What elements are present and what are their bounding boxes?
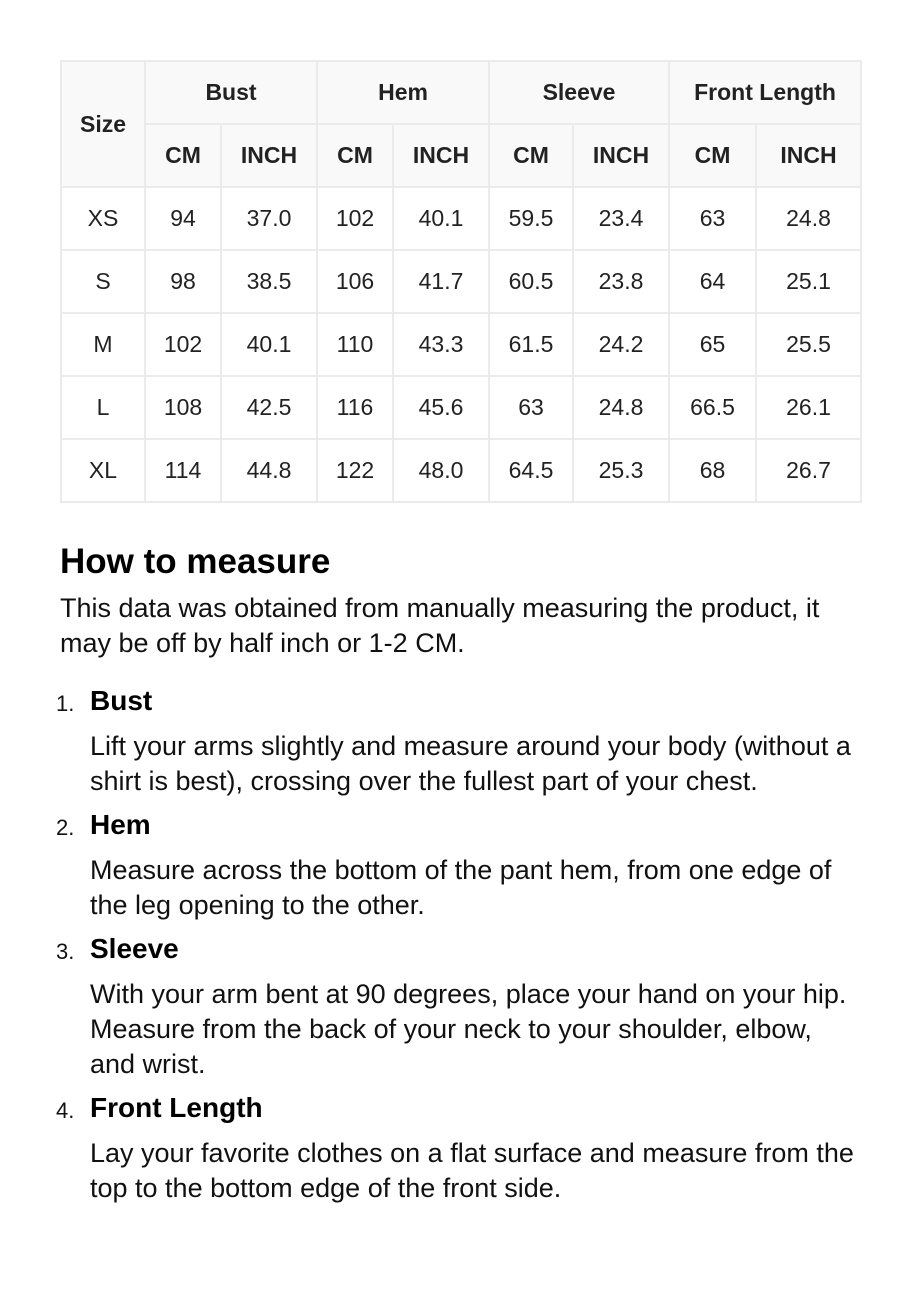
table-cell: 98 xyxy=(145,250,221,313)
table-cell: 38.5 xyxy=(221,250,317,313)
table-cell: 66.5 xyxy=(669,376,756,439)
list-item xyxy=(56,809,860,923)
unit-header: CM xyxy=(669,124,756,187)
table-cell: 102 xyxy=(145,313,221,376)
table-cell: 108 xyxy=(145,376,221,439)
table-cell: 26.1 xyxy=(756,376,861,439)
table-cell: 64.5 xyxy=(489,439,573,502)
table-row xyxy=(61,376,861,439)
table-cell: 24.2 xyxy=(573,313,669,376)
table-cell: 26.7 xyxy=(756,439,861,502)
table-cell: 68 xyxy=(669,439,756,502)
unit-header: CM xyxy=(489,124,573,187)
table-cell: 110 xyxy=(317,313,393,376)
table-row xyxy=(61,313,861,376)
size-cell: XL xyxy=(61,439,145,502)
step-title: Front Length xyxy=(90,1092,263,1123)
table-cell: 23.8 xyxy=(573,250,669,313)
table-cell: 25.5 xyxy=(756,313,861,376)
table-cell: 23.4 xyxy=(573,187,669,250)
size-cell: M xyxy=(61,313,145,376)
table-row xyxy=(61,187,861,250)
group-header-sleeve: Sleeve xyxy=(489,61,669,124)
table-cell: 25.1 xyxy=(756,250,861,313)
intro-text: This data was obtained from manually measuring the product, it may be off by half inch or 1-2 CM. xyxy=(60,593,820,658)
group-header-bust: Bust xyxy=(145,61,317,124)
table-cell: 43.3 xyxy=(393,313,489,376)
step-description: Lay your favorite clothes on a flat surface and measure from the top to the bottom edge of the front side. xyxy=(90,1138,854,1203)
table-cell: 122 xyxy=(317,439,393,502)
unit-header: CM xyxy=(145,124,221,187)
table-cell: 48.0 xyxy=(393,439,489,502)
table-cell: 42.5 xyxy=(221,376,317,439)
table-row xyxy=(61,439,861,502)
table-cell: 24.8 xyxy=(573,376,669,439)
table-cell: 37.0 xyxy=(221,187,317,250)
step-number: 4. xyxy=(56,1098,75,1123)
table-header-row-units xyxy=(61,124,861,187)
table-cell: 44.8 xyxy=(221,439,317,502)
measure-steps-list xyxy=(56,685,860,1206)
step-description: Lift your arms slightly and measure around your body (without a shirt is best), crossing over the fullest part of your chest. xyxy=(90,731,851,796)
group-header-hem: Hem xyxy=(317,61,489,124)
table-cell: 116 xyxy=(317,376,393,439)
table-cell: 25.3 xyxy=(573,439,669,502)
table-cell: 59.5 xyxy=(489,187,573,250)
step-title: Hem xyxy=(90,809,151,840)
table-cell: 63 xyxy=(489,376,573,439)
table-cell: 60.5 xyxy=(489,250,573,313)
table-cell: 114 xyxy=(145,439,221,502)
size-cell: S xyxy=(61,250,145,313)
list-item xyxy=(56,933,860,1082)
section-title: How to measure xyxy=(60,542,331,581)
unit-header: CM xyxy=(317,124,393,187)
table-cell: 106 xyxy=(317,250,393,313)
list-item xyxy=(56,1092,860,1206)
step-title: Bust xyxy=(90,685,153,716)
step-number: 3. xyxy=(56,939,75,964)
table-cell: 65 xyxy=(669,313,756,376)
table-cell: 102 xyxy=(317,187,393,250)
step-number: 2. xyxy=(56,815,75,840)
step-description: With your arm bent at 90 degrees, place your hand on your hip. Measure from the back of your neck to your shoulder, elbow, and wrist. xyxy=(90,979,847,1079)
unit-header: INCH xyxy=(221,124,317,187)
size-chart-table xyxy=(60,60,862,503)
table-row xyxy=(61,250,861,313)
table-cell: 61.5 xyxy=(489,313,573,376)
size-cell: XS xyxy=(61,187,145,250)
table-cell: 94 xyxy=(145,187,221,250)
size-guide xyxy=(56,60,860,1216)
table-cell: 45.6 xyxy=(393,376,489,439)
table-cell: 64 xyxy=(669,250,756,313)
unit-header: INCH xyxy=(573,124,669,187)
table-cell: 63 xyxy=(669,187,756,250)
table-cell: 40.1 xyxy=(221,313,317,376)
step-title: Sleeve xyxy=(90,933,179,964)
table-cell: 41.7 xyxy=(393,250,489,313)
step-number: 1. xyxy=(56,691,75,716)
size-header: Size xyxy=(61,61,145,187)
table-header-row-groups xyxy=(61,61,861,124)
unit-header: INCH xyxy=(756,124,861,187)
table-cell: 24.8 xyxy=(756,187,861,250)
table-cell: 40.1 xyxy=(393,187,489,250)
step-description: Measure across the bottom of the pant hem, from one edge of the leg opening to the other. xyxy=(90,855,832,920)
size-cell: L xyxy=(61,376,145,439)
unit-header: INCH xyxy=(393,124,489,187)
list-item xyxy=(56,685,860,799)
group-header-front-length: Front Length xyxy=(669,61,861,124)
